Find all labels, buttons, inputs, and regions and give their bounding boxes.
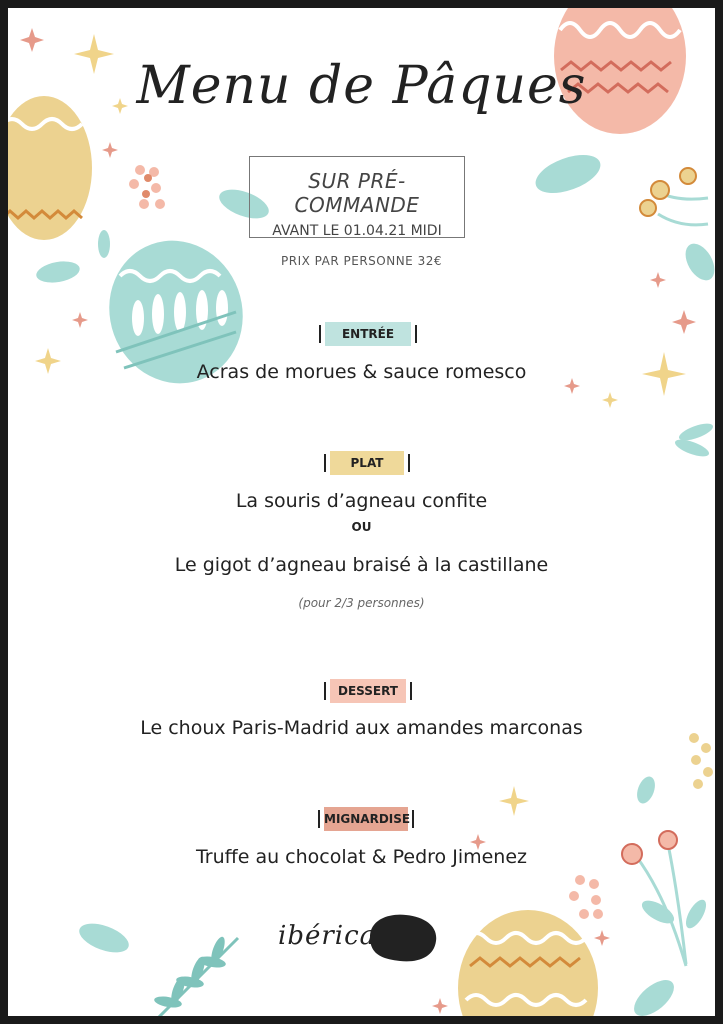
branch-bottom-left-icon	[153, 935, 238, 1016]
preorder-deadline: AVANT LE 01.04.21 MIDI	[272, 223, 442, 239]
dish-mignardise: Truffe au chocolat & Pedro Jimenez	[195, 846, 528, 868]
dish-plat-2: Le gigot d’agneau braisé à la castillane	[174, 554, 549, 576]
preorder-box	[249, 156, 465, 238]
preorder-label: SUR PRÉ-COMMANDE	[294, 169, 420, 217]
dish-plat-1: La souris d’agneau confite	[235, 490, 488, 512]
dish-entree: Acras de morues & sauce romesco	[196, 361, 527, 383]
section-label-entree: ENTRÉE	[325, 322, 411, 346]
section-label-mignardise: MIGNARDISE	[324, 807, 408, 831]
dish-plat-note: (pour 2/3 personnes)	[298, 596, 425, 610]
price-per-person: PRIX PAR PERSONNE 32€	[281, 254, 442, 268]
yellow-egg-bottom-icon	[458, 910, 598, 1016]
yellow-egg-top-left-icon	[8, 96, 92, 240]
section-label-plat: PLAT	[330, 451, 404, 475]
section-label-dessert: DESSERT	[330, 679, 406, 703]
logo-text: ibérica	[278, 921, 377, 951]
menu-page	[8, 8, 715, 1016]
or-separator: OU	[351, 520, 372, 534]
dish-dessert: Le choux Paris-Madrid aux amandes marconas	[140, 717, 583, 739]
menu-title: Menu de Pâques	[136, 56, 587, 116]
flower-sprig-top-right-icon	[640, 168, 708, 225]
